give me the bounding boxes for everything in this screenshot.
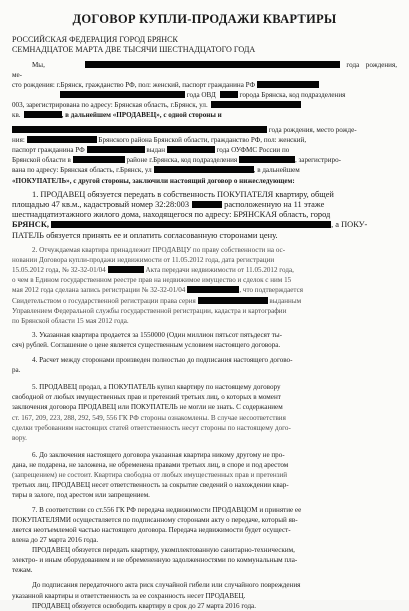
clause-text: 15.05.2012 года, № 32-32-01/04	[12, 266, 106, 275]
redaction-bar	[60, 91, 185, 98]
clause-text: электро- и иным оборудованием и не обремененную задолженностями по коммунальным пла-	[12, 556, 298, 565]
clause-text: сяч) рублей. Соглашение о цене является существенным условием настоящего договора.	[12, 341, 281, 350]
clause-text: ПОКУПАТЕЛЯМИ осуществляется по подписанному сторонами акту о передаче, который яв-	[12, 515, 298, 524]
clause-text: БРЯНСК,	[12, 220, 50, 230]
buyer-text: , в дальнейшем	[253, 166, 300, 175]
clause-4	[12, 355, 397, 375]
buyer-text: районе г.Брянска, код подразделения	[126, 156, 238, 165]
clause-text: тиры в залоге, под арестом или запрещением.	[12, 491, 150, 500]
clause-3	[12, 330, 397, 350]
clause-text: , а ПОКУ-	[331, 220, 368, 230]
redaction-bar	[12, 126, 267, 133]
buyer-paragraph	[12, 125, 397, 186]
contract-body	[12, 60, 397, 611]
clause-text: мая 2012 года сделана запись регистрации № 32-32-01/04	[12, 286, 186, 295]
buyer-text: «ПОКУПАТЕЛЬ», с другой стороны, заключили настоящий договор о нижеследующем:	[12, 176, 295, 185]
seller-text: кв.	[12, 111, 21, 120]
redaction-bar	[257, 81, 319, 88]
header-block	[12, 35, 397, 55]
clause-text: Свидетельством о государственной регистрации права серия	[12, 296, 196, 305]
clause-text: ст. 167, 209, 223, 288, 292, 549, 556 ГК РФ стороны ознакомлены. В случае несоответствия	[12, 413, 286, 422]
redaction-bar	[87, 146, 145, 153]
redaction-bar	[73, 156, 125, 163]
seller-text: сто рождения: г.Брянск, гражданство РФ, пол: женский, паспорт гражданина РФ	[12, 81, 256, 90]
clause-text: ра.	[12, 366, 21, 375]
clause-text: тежам.	[12, 566, 33, 575]
redaction-bar	[198, 297, 268, 304]
redaction-bar	[51, 221, 331, 228]
seller-text: года ОВД	[186, 91, 216, 100]
clause-7	[12, 505, 397, 611]
seller-text: города Брянска, код подразделения	[239, 91, 346, 100]
clause-text: свободной от любых имущественных прав и претензий третьих лиц, о которых в момент	[12, 393, 281, 402]
clause-text: сделки требованиям настоящих статей ответственность несут стороны по настоящему дого-	[12, 423, 291, 432]
redaction-bar	[154, 166, 254, 173]
redaction-bar	[24, 111, 62, 118]
clause-text: указанной квартиры и ответственность за ее сохранность несет ПРОДАВЕЦ.	[12, 591, 246, 600]
clause-text: шестнадцатиэтажного жилого дома, находящегося по адресу: БРЯНСКАЯ область, город	[12, 210, 331, 220]
redaction-bar	[192, 201, 222, 208]
clause-text: 6. До заключения настоящего договора указанная квартира никому другому не про-	[32, 450, 285, 459]
clause-text: 3. Указанная квартира продается за 1550000 (Один миллион пятьсот пятьдесят ты-	[32, 331, 283, 340]
buyer-text: вана по адресу: Брянская область, г.Брянск, ул	[12, 166, 152, 175]
clause-text: 5. ПРОДАВЕЦ продал, а ПОКУПАТЕЛЬ купил квартиру по настоящему договору	[32, 383, 281, 392]
clause-text: ляется неотъемлемой частью настоящего договора. Передача недвижимости будет осущест-	[12, 525, 291, 534]
redaction-bar	[239, 156, 295, 163]
buyer-text: Брянской области в	[12, 156, 71, 165]
buyer-text: ния:	[12, 136, 25, 145]
clause-text: До подписания передаточного акта риск случайной гибели или случайного повреждения	[32, 581, 301, 590]
redaction-bar	[167, 146, 215, 153]
clause-text: по Брянской области 15 мая 2012 года.	[12, 316, 129, 325]
clause-5	[12, 382, 397, 443]
clause-text: расположенную на 11 этаже	[224, 200, 325, 210]
clause-text: Акта передачи недвижимости от 11.05.2012 года,	[145, 266, 294, 275]
clause-1	[12, 190, 397, 240]
clause-text: вору.	[12, 433, 27, 442]
clause-text: третьих лиц. ПРОДАВЕЦ несет ответственность за сокрытие сведений о нахождении квар-	[12, 481, 289, 490]
clause-text: 1. ПРОДАВЕЦ обязуется передать в собственность ПОКУПАТЕЛЯ квартиру, общей	[32, 190, 334, 200]
clause-text: выданным	[269, 296, 302, 305]
redaction-bar	[187, 286, 239, 293]
header-country-city: РОССИЙСКАЯ ФЕДЕРАЦИЯ ГОРОД БРЯНСК	[12, 35, 178, 44]
buyer-text: года рождения, место рожде-	[268, 126, 357, 135]
clause-2	[12, 245, 397, 326]
clause-text: 7. В соответствии со ст.556 ГК РФ передача недвижимости ПРОДАВЦОМ и принятие ее	[32, 505, 302, 514]
header-date: СЕМНАДЦАТОЕ МАРТА ДВЕ ТЫСЯЧИ ШЕСТНАДЦАТОГО ГОДА	[12, 45, 256, 54]
buyer-text: выдан	[146, 146, 166, 155]
clause-6	[12, 450, 397, 500]
buyer-text: года ОУФМС России по	[216, 146, 290, 155]
clause-text: ПРОДАВЕЦ обязуется освободить квартиру в срок до 27 марта 2016 года.	[32, 601, 256, 610]
clause-text: 4. Расчет между сторонами произведен полностью до подписания настоящего догово-	[32, 356, 293, 365]
clause-text: площадью 47 кв.м., кадастровый номер 32:28:003	[12, 200, 190, 210]
clause-text: ПРОДАВЕЦ обязуется передать квартиру, укомплектованную санитарно-техническим,	[32, 546, 295, 555]
clause-text: дана, не подарена, не заложена, не обременена правами третьих лиц, в споре и под арестом	[12, 460, 289, 469]
seller-text: Мы,	[32, 61, 45, 69]
redaction-bar	[85, 61, 340, 68]
clause-text: (запрещением) не состоит. Квартира свободна от любых имущественных прав и претензий	[12, 470, 288, 479]
document-title: ДОГОВОР КУПЛИ-ПРОДАЖИ КВАРТИРЫ	[72, 12, 337, 26]
redaction-bar	[220, 91, 238, 98]
clause-text: новании Договора купли-продажи недвижимости от 11.05.2012 года, дата регистрации	[12, 256, 275, 265]
clause-text: , что подтверждается	[239, 286, 304, 295]
seller-text: , в дальнейшем «ПРОДАВЕЦ», с одной стороны и	[61, 111, 222, 120]
seller-text: 003, зарегистрирована по адресу: Брянская область, г.Брянск, ул.	[12, 101, 208, 110]
clause-text: ПАТЕЛЬ обязуется принять ее и оплатить согласованную сторонами цену.	[12, 230, 278, 240]
redaction-bar	[108, 266, 144, 273]
buyer-text: Брянского района Брянской области, гражданство РФ, пол: женский,	[98, 136, 307, 145]
redaction-bar	[27, 136, 97, 143]
redaction-bar	[211, 101, 301, 108]
clause-text: влена до 27 марта 2016 года.	[12, 536, 99, 545]
buyer-text: , зарегистриро-	[294, 156, 341, 165]
clause-text: 2. Отчуждаемая квартира принадлежит ПРОДАВЦУ по праву собственности на ос-	[32, 246, 286, 255]
clause-text: Управлением Федеральной службы государственной регистрации, кадастра и картографии	[12, 306, 287, 315]
clause-text: о чем в Едином государственном реестре прав на недвижимое имущество и сделок с ним 15	[12, 276, 292, 285]
buyer-text: паспорт гражданина РФ	[12, 146, 85, 155]
seller-text: года рождения, ме-	[12, 61, 397, 80]
clause-text: заключения договора ПРОДАВЕЦ или ПОКУПАТЕЛЬ не могли не знать. С содержанием	[12, 403, 283, 412]
seller-paragraph	[12, 60, 397, 121]
